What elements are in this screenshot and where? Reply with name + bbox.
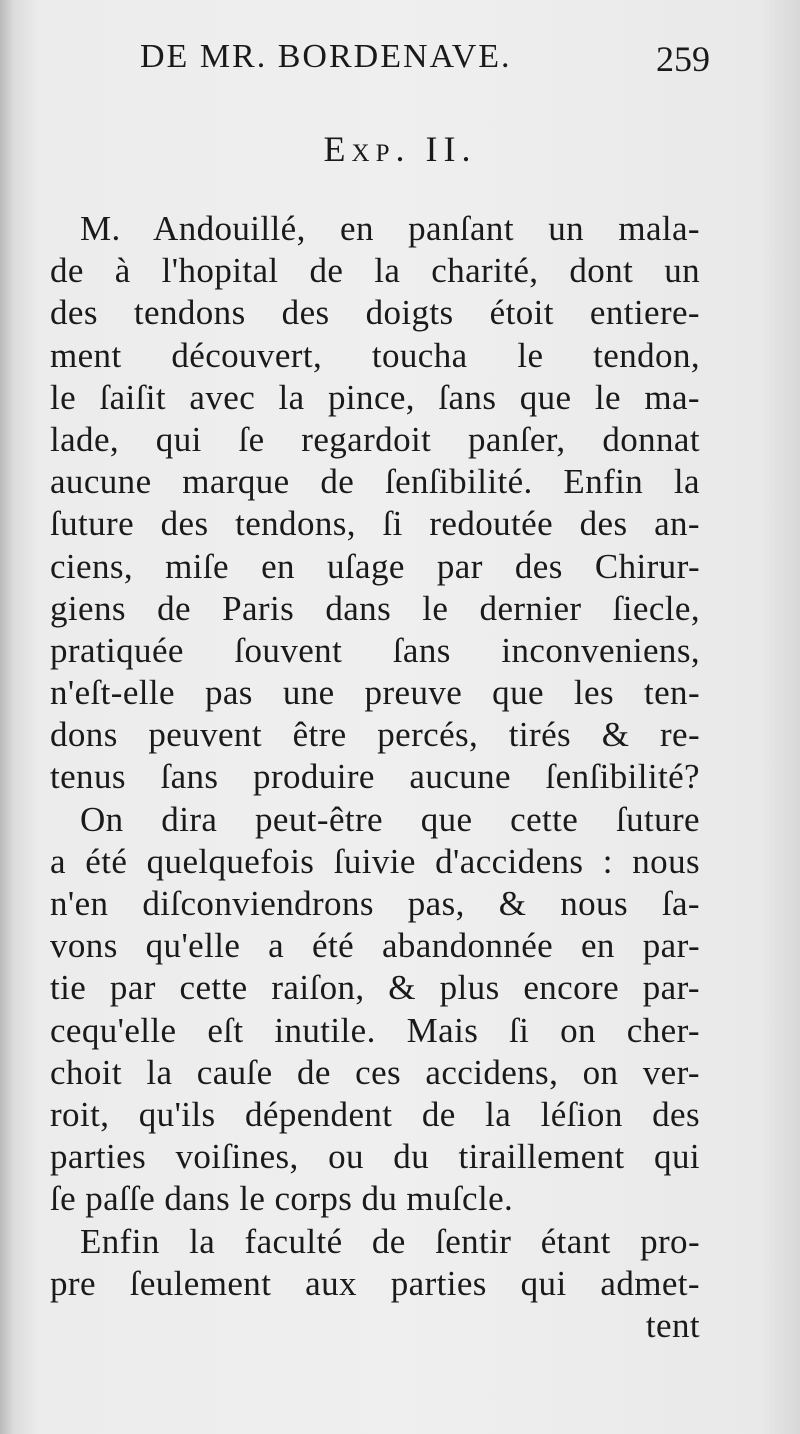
- text-line: ciens, miſe en uſage par des Chirur-: [50, 546, 700, 586]
- text-line: tenus ſans produire aucune ſenſibilité?: [50, 757, 700, 797]
- text-line: Enfin la faculté de ſentir étant pro-: [80, 1221, 700, 1261]
- text-line: n'en diſconviendrons pas, & nous ſa-: [50, 884, 700, 923]
- text-line: choit la cauſe de ces accidens, on ver-: [50, 1052, 700, 1092]
- text-line: n'eſt-elle pas une preuve que les ten-: [50, 673, 700, 713]
- text-line: tie par cette raiſon, & plus encore par-: [50, 968, 700, 1008]
- text-line: le ſaiſit avec la pince, ſans que le ma-: [50, 377, 700, 417]
- section-heading: Exp. II.: [323, 129, 477, 169]
- text-line: des tendons des doigts étoit entiere-: [50, 293, 700, 333]
- text-line: pre ſeulement aux parties qui admet-: [50, 1263, 700, 1303]
- text-line: M. Andouillé, en panſant un mala-: [80, 209, 700, 248]
- text-line: ment découvert, toucha le tendon,: [50, 335, 700, 375]
- text-line: pratiquée ſouvent ſans inconveniens,: [50, 630, 700, 670]
- text-line: lade, qui ſe regardoit panſer, donnat: [50, 419, 700, 459]
- body-text: [50, 208, 700, 1347]
- text-line: ſe paſſe dans le corps du muſcle.: [50, 1179, 514, 1219]
- text-line: roit, qu'ils dépendent de la léſion des: [50, 1094, 700, 1134]
- text-line: cequ'elle eſt inutile. Mais ſi on cher-: [50, 1010, 700, 1050]
- text-line: aucune marque de ſenſibilité. Enfin la: [50, 462, 700, 502]
- text-line: dons peuvent être percés, tirés & re-: [50, 715, 700, 755]
- text-line: giens de Paris dans le dernier ſiecle,: [50, 588, 700, 628]
- catchword: tent: [645, 1305, 700, 1345]
- text-line: parties voiſines, ou du tiraillement qui: [50, 1137, 700, 1177]
- text-line: de à l'hopital de la charité, dont un: [50, 251, 700, 291]
- text-line: On dira peut-être que cette ſuture: [80, 799, 700, 839]
- page-number: 259: [656, 39, 710, 79]
- text-line: a été quelquefois ſuivie d'accidens : nous: [50, 841, 700, 881]
- running-head: DE MR. BORDENAVE.: [140, 38, 512, 75]
- text-line: vons qu'elle a été abandonnée en par-: [50, 926, 700, 966]
- page-header: [140, 38, 710, 88]
- text-line: ſuture des tendons, ſi redoutée des an-: [50, 504, 700, 544]
